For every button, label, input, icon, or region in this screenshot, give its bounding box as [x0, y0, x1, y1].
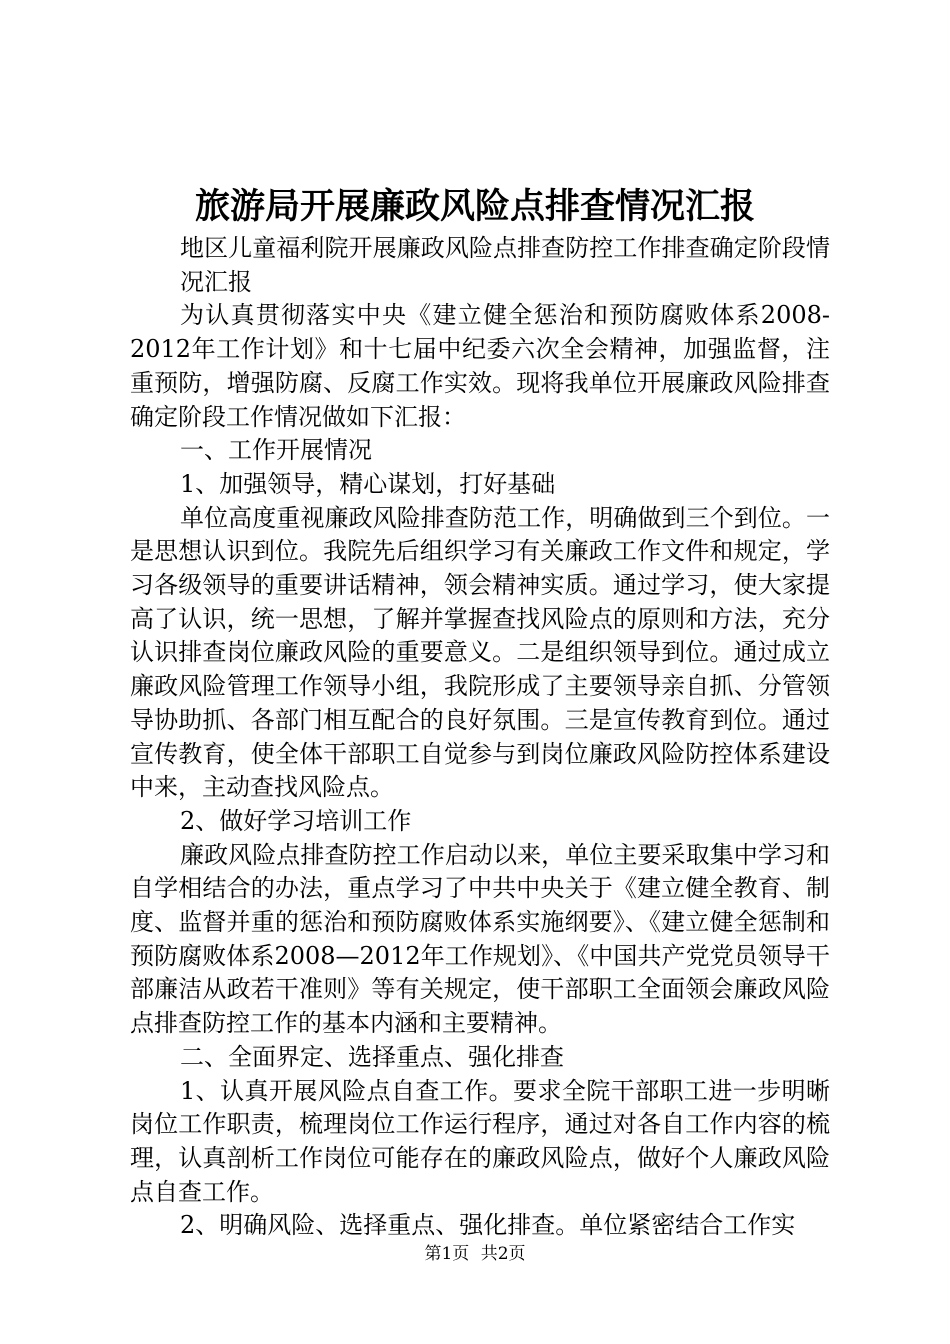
page-footer — [0, 1242, 950, 1266]
paragraph-intro: 为认真贯彻落实中央《建立健全惩治和预防腐败体系2008-2012年工作计划》和十七届中纪委六次全会精神，加强监督，注重预防，增强防腐、反腐工作实效。现将我单位开展廉政风险排查确定阶段工作情况做如下汇报： — [130, 301, 830, 431]
document-subtitle: 地区儿童福利院开展廉政风险点排查防控工作排查确定阶段情况汇报 — [180, 234, 830, 296]
subsection-heading-1-2: 2、做好学习培训工作 — [180, 806, 412, 835]
document-body — [130, 232, 830, 1243]
paragraph-1-2: 廉政风险点排查防控工作启动以来，单位主要采取集中学习和自学相结合的办法，重点学习了中共中央关于《建立健全教育、制度、监督并重的惩治和预防腐败体系实施纲要》、《建立健全惩制和预防腐败体系2008—2012年工作规划》、《中国共产党党员领导干部廉洁从政若干准则》等有关规定，使干部职工全面领会廉政风险点排查防控工作的基本内涵和主要精神。 — [130, 840, 830, 1038]
page-number: 第1页 — [424, 1244, 470, 1264]
subsection-heading-1-1: 1、加强领导，精心谋划，打好基础 — [180, 469, 556, 498]
paragraph-2-2: 2、明确风险、选择重点、强化排查。单位紧密结合工作实 — [180, 1211, 796, 1240]
paragraph-1-1: 单位高度重视廉政风险排查防范工作，明确做到三个到位。一是思想认识到位。我院先后组织学习有关廉政工作文件和规定，学习各级领导的重要讲话精神，领会精神实质。通过学习，使大家提高了认识，统一思想，了解并掌握查找风险点的原则和方法，充分认识排查岗位廉政风险的重要意义。二是组织领导到位。通过成立廉政风险管理工作领导小组，我院形成了主要领导亲自抓、分管领导协助抓、各部门相互配合的良好氛围。三是宣传教育到位。通过宣传教育，使全体干部职工自觉参与到岗位廉政风险防控体系建设中来，主动查找风险点。 — [130, 503, 830, 802]
section-heading-1: 一、工作开展情况 — [180, 436, 372, 465]
document-title: 旅游局开展廉政风险点排查情况汇报 — [194, 186, 755, 227]
page-total: 共2页 — [480, 1244, 526, 1264]
section-heading-2: 二、全面界定、选择重点、强化排查 — [180, 1042, 564, 1071]
paragraph-2-1: 1、认真开展风险点自查工作。要求全院干部职工进一步明晰岗位工作职责，梳理岗位工作运行程序，通过对各自工作内容的梳理，认真剖析工作岗位可能存在的廉政风险点，做好个人廉政风险点自查工作。 — [130, 1076, 830, 1206]
